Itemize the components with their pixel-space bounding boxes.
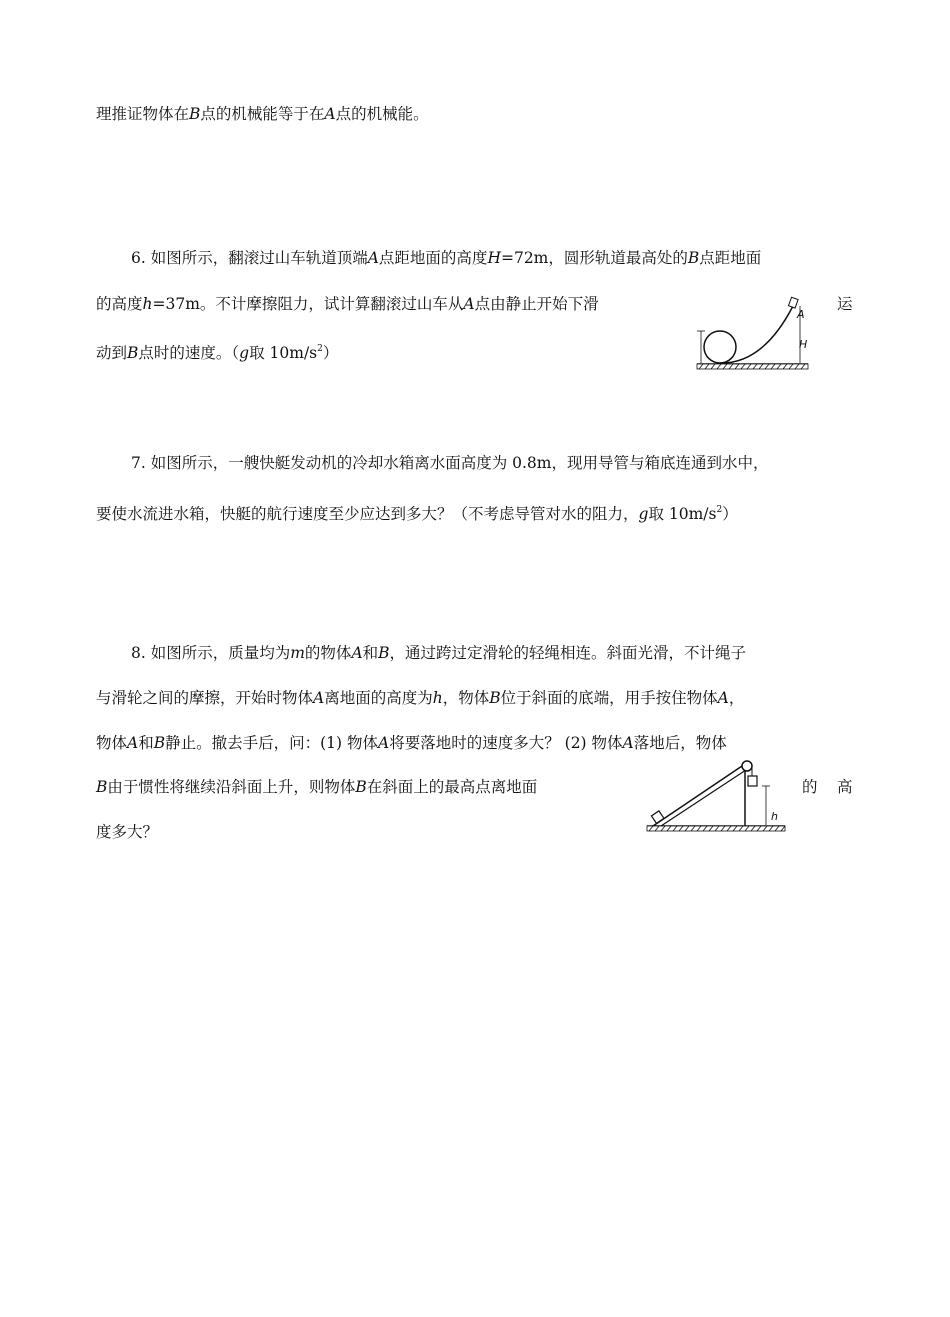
q8-line-1: 8. 如图所示，质量均为m的物体A和B，通过跨过定滑轮的轻绳相连。斜面光滑，不计绳子 xyxy=(131,644,747,662)
q6-line-3: 动到B点时的速度。（g取 $10m/s^2$） xyxy=(96,344,339,362)
loop-track xyxy=(704,331,736,363)
roller-coaster-figure xyxy=(693,294,813,374)
q8-line-4-right-2: 高 xyxy=(837,778,853,796)
rope-along-incline xyxy=(661,768,749,826)
q8-line-4-right-1: 的 xyxy=(802,778,818,796)
q8-line-3: 物体A和B静止。撤去手后，问：(1) 物体A将要落地时的速度多大？ (2) 物体A落地后，物体 xyxy=(96,734,727,752)
block-B xyxy=(651,811,663,823)
pulley xyxy=(742,761,752,771)
q8-line-5: 度多大？ xyxy=(96,823,159,841)
intro-line: 理推证物体在B点的机械能等于在A点的机械能。 xyxy=(96,105,429,123)
q8-line-2: 与滑轮之间的摩擦，开始时物体A离地面的高度为h，物体B位于斜面的底端，用手按住物体A， xyxy=(96,689,745,707)
q6-line-2: 的高度h=37m。不计摩擦阻力，试计算翻滚过山车从A点由静止开始下滑 xyxy=(96,295,599,313)
coaster-car xyxy=(788,297,798,308)
q7-line-2: 要使水流进水箱，快艇的航行速度至少应达到多大？（不考虑导管对水的阻力，g取 $10m/s^2$） xyxy=(96,505,738,523)
label-h: h xyxy=(771,810,778,823)
q7-line-1: 7. 如图所示，一艘快艇发动机的冷却水箱离水面高度为 0.8m，现用导管与箱底连通到水中， xyxy=(131,454,769,472)
label-A: A xyxy=(797,308,805,321)
label-H: H xyxy=(799,338,808,351)
q6-line-1: 6. 如图所示，翻滚过山车轨道顶端A点距地面的高度H=72m，圆形轨道最高处的B点距地面 xyxy=(131,249,762,267)
incline-pulley-figure xyxy=(645,756,790,836)
incline-surface xyxy=(653,764,745,826)
q8-line-4: B由于惯性将继续沿斜面上升，则物体B在斜面上的最高点离地面 xyxy=(96,778,538,796)
q6-line-2-right: 运 xyxy=(837,295,853,313)
block-A xyxy=(748,776,757,786)
